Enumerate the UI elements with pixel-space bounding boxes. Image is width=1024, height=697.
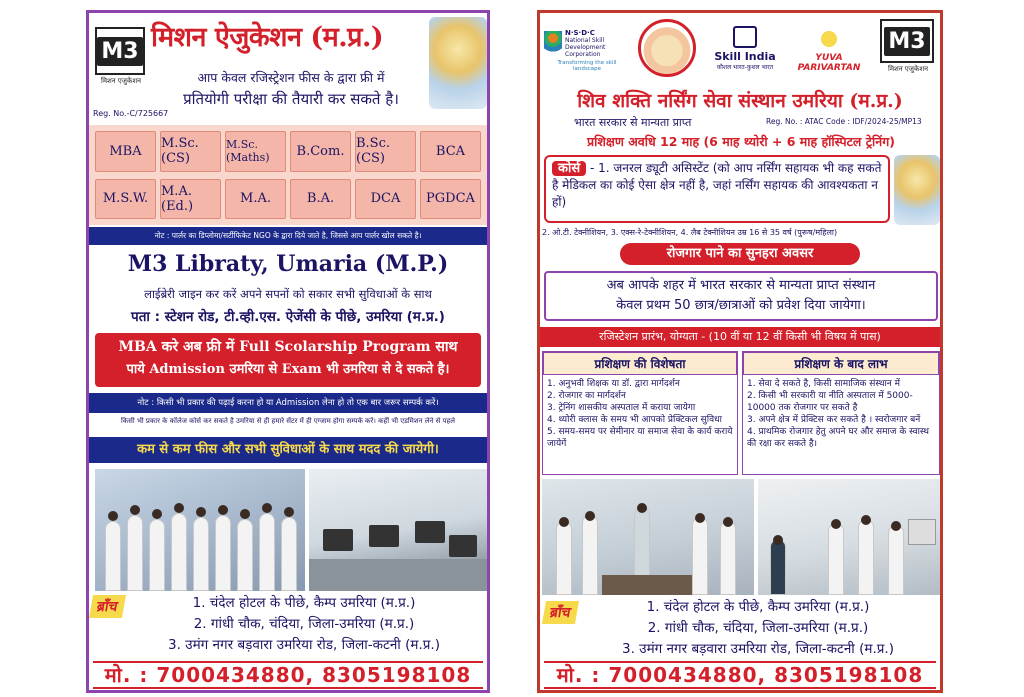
branch-tag: ब्राँच bbox=[542, 601, 579, 624]
seats-line-1: अब आपके शहर में भारत सरकार से मान्यता प्राप्त संस्थान bbox=[606, 278, 876, 293]
branch-tag: ब्राँच bbox=[89, 595, 126, 618]
left-tagline-1: आप केवल रजिस्ट्रेशन फीस के द्वारा फ्री में bbox=[197, 70, 385, 85]
mba-line-1: MBA करे अब फ्री में Full Scolarship Program साथ bbox=[118, 339, 458, 355]
course-item: DCA bbox=[355, 179, 416, 220]
nsdc-emblem-icon bbox=[544, 31, 562, 55]
seats-line-2: केवल प्रथम 50 छात्र/छात्राओं को प्रवेश दिया जायेगा। bbox=[616, 298, 866, 313]
nsdc-logo: N·S·D·C National Skill Development Corporation Transforming the skill landscape bbox=[544, 19, 630, 81]
nursing-training-photo bbox=[542, 479, 754, 595]
branch-item: 2. गांधी चौक, चंदिया, जिला-उमरिया (म.प्र.) bbox=[647, 620, 869, 636]
students-group-photo bbox=[95, 469, 305, 591]
mba-line-2: पाये Admission उमरिया से Exam भी उमरिया से दे सकते है। bbox=[126, 362, 450, 377]
branch-item: 3. उमंग नगर बड़वारा उमरिया रोड, जिला-कटनी (म.प्र.) bbox=[168, 637, 440, 653]
mba-scholarship-banner bbox=[95, 333, 481, 387]
course-text: - 1. जनरल ड्यूटी असिस्टेंट (को आप नर्सिंग सहायक भी कह सकते है मेडिकल का कोई ऐसा क्षेत्र नहीं है, जहां नर्सिंग सहायक की आवश्यकता न हों) bbox=[552, 161, 882, 209]
course-item: B.Sc. (CS) bbox=[355, 131, 416, 172]
course-item: M.Sc. (Maths) bbox=[225, 131, 286, 172]
yuva-parivartan-logo: YUVA PARIVARTAN bbox=[790, 19, 868, 79]
branch-item: 1. चंदेल होटल के पीछे, कैम्प उमरिया (म.प्र.) bbox=[192, 595, 416, 611]
mission-education-flyer bbox=[86, 10, 490, 693]
computer-lab-photo bbox=[309, 469, 487, 591]
benefits-panel bbox=[742, 351, 940, 475]
hospital-practice-photo bbox=[758, 479, 940, 595]
saraswati-image-right bbox=[894, 155, 940, 225]
left-title: मिशन ऐजुकेशन (म.प्र.) bbox=[151, 22, 384, 53]
m3-logo bbox=[95, 27, 147, 86]
nursing-institute-flyer bbox=[537, 10, 943, 693]
branch-list bbox=[129, 593, 479, 656]
benefit-item: 3. अपने क्षेत्र में प्रेक्टिस कर सकते है । स्वरोजगार बनें bbox=[747, 415, 921, 425]
course-item: M.S.W. bbox=[95, 179, 156, 220]
m3-logo-caption: मिशन एजुकेशन bbox=[888, 65, 928, 73]
saraswati-image bbox=[429, 17, 487, 109]
recognised-line: भारत सरकार से मान्यता प्राप्त bbox=[574, 116, 692, 129]
branch-item: 2. गांधी चौक, चंदिया, जिला-उमरिया (म.प्र.) bbox=[193, 616, 415, 632]
m3-logo-right bbox=[880, 19, 936, 74]
benefit-item: 4. प्राथमिक रोजगार हेतु अपने घर और समाज के स्वास्थ की रक्षा कर सकते है। bbox=[747, 427, 930, 449]
course-item: M.A. bbox=[225, 179, 286, 220]
benefit-item: 2. किसी भी सरकारी या नीति अस्पताल में 5000-10000 तक रोजगार पर सकते है bbox=[747, 391, 913, 413]
m3-logo-mark: M3 bbox=[95, 27, 145, 75]
benefit-item: 1. सेवा दे सकते है, किसी सामाजिक संस्थान में bbox=[747, 379, 901, 389]
features-heading: प्रशिक्षण की विशेषता bbox=[543, 352, 737, 375]
features-list bbox=[543, 375, 737, 453]
left-reg-no: Reg. No.-C/725667 bbox=[93, 109, 169, 118]
course-item: B.Com. bbox=[290, 131, 351, 172]
phone-numbers: मो. : 7000434880, 8305198108 bbox=[544, 661, 936, 689]
parlour-note: नोट : पार्लर का डिप्लोमा/सर्टीफिकेट NGO के द्वारा दिये जाते है, जिससे आप पार्लर खोल सकते है। bbox=[89, 227, 487, 245]
registration-banner: रजिस्टेशन प्रारंभ, योग्यता - (10 वीं या 12 वीं किसी भी विषय में पास) bbox=[540, 327, 940, 347]
feature-item: 4. थ्योरी क्लास के समय भी आपको प्रेक्टिकल सुविधा bbox=[547, 415, 722, 425]
course-item: MBA bbox=[95, 131, 156, 172]
feature-item: 2. रोजगार का मार्गदर्शन bbox=[547, 391, 626, 401]
course-list-2: 2. ओ.टी. टेक्नीशियन, 3. एक्स-रे-टेक्नीशियन, 4. लैब टेक्नीशियन उम्र 16 से 35 वर्ष (पुरूष/महिला) bbox=[542, 228, 838, 237]
feature-item: 5. समय-समय पर सेमीनार या समाज सेवा के कार्य कराये जायेगें bbox=[547, 427, 733, 449]
phone-numbers: मो. : 7000434880, 8305198108 bbox=[93, 661, 483, 689]
feature-item: 1. अनुभवी शिक्षक या डॉ. द्वारा मार्गदर्शन bbox=[547, 379, 680, 389]
seats-box bbox=[544, 271, 938, 321]
benefits-list bbox=[743, 375, 939, 453]
course-label: कोर्स bbox=[552, 161, 586, 176]
course-box bbox=[544, 155, 890, 223]
skill-india-logo: Skill India कौशल भारत-कुशल भारत bbox=[706, 17, 784, 79]
course-item: B.A. bbox=[290, 179, 351, 220]
m3-logo-caption: मिशन एजुकेशन bbox=[101, 77, 141, 85]
help-line: कम से कम फीस और सभी सुविधाओं के साथ मदद की जायेगी। bbox=[89, 437, 487, 463]
admission-note: नोट : किसी भी प्रकार की पढ़ाई करना हो या Admission लेना हो तो एक बार जरूर सम्पर्क करें। bbox=[89, 393, 487, 413]
course-item: M.A. (Ed.) bbox=[160, 179, 221, 220]
m3-logo-mark: M3 bbox=[880, 19, 934, 63]
library-title: M3 Libraty, Umaria (M.P.) bbox=[127, 251, 449, 277]
yuva-emblem-icon bbox=[815, 25, 843, 53]
library-address: पता : स्टेशन रोड, टी.व्ही.एस. ऐजेंसी के पीछे, उमरिया (म.प्र.) bbox=[131, 309, 445, 325]
branch-item: 1. चंदेल होटल के पीछे, कैम्प उमरिया (म.प्र.) bbox=[646, 599, 870, 615]
duration-line: प्रशिक्षण अवधि 12 माह (6 माह थ्योरी + 6 माह हॉस्पिटल ट्रेनिंग) bbox=[587, 134, 895, 149]
benefits-heading: प्रशिक्षण के बाद लाभ bbox=[743, 352, 939, 375]
right-reg-no: Reg. No. : ATAC Code : IDF/2024-25/MP13 bbox=[766, 117, 922, 126]
features-panel bbox=[542, 351, 738, 475]
course-item: PGDCA bbox=[420, 179, 481, 220]
branch-item: 3. उमंग नगर बड़वारा उमरिया रोड, जिला-कटनी (म.प्र.) bbox=[622, 641, 894, 657]
course-item: M.Sc. (CS) bbox=[160, 131, 221, 172]
college-note: किसी भी प्रकार के कॉलेज कोर्स कर सकते है उमरिया से ही हमारे सेंटर में ही एग्जाम होगा सम्पर्क करें। कहीं भी एडमिशन लेने से पहले bbox=[120, 417, 455, 425]
course-item: BCA bbox=[420, 131, 481, 172]
skill-india-emblem-icon bbox=[733, 26, 757, 48]
feature-item: 3. ट्रेनिंग शासकीय अस्पताल में कराया जायेगा bbox=[547, 403, 696, 413]
branch-list bbox=[580, 597, 936, 660]
course-grid bbox=[89, 125, 487, 225]
right-title: शिव शक्ति नर्सिंग सेवा संस्थान उमरिया (म.प्र.) bbox=[577, 90, 903, 112]
beti-bachao-emblem-icon bbox=[638, 19, 696, 77]
left-tagline-2: प्रतियोगी परीक्षा की तैयारी कर सकते है। bbox=[183, 90, 399, 108]
library-line: लाईब्रेरी जाइन कर करें अपने सपनों को सकार सभी सुविधाओं के साथ bbox=[144, 287, 432, 301]
jobs-banner: रोजगार पाने का सुनहरा अवसर bbox=[620, 243, 860, 265]
